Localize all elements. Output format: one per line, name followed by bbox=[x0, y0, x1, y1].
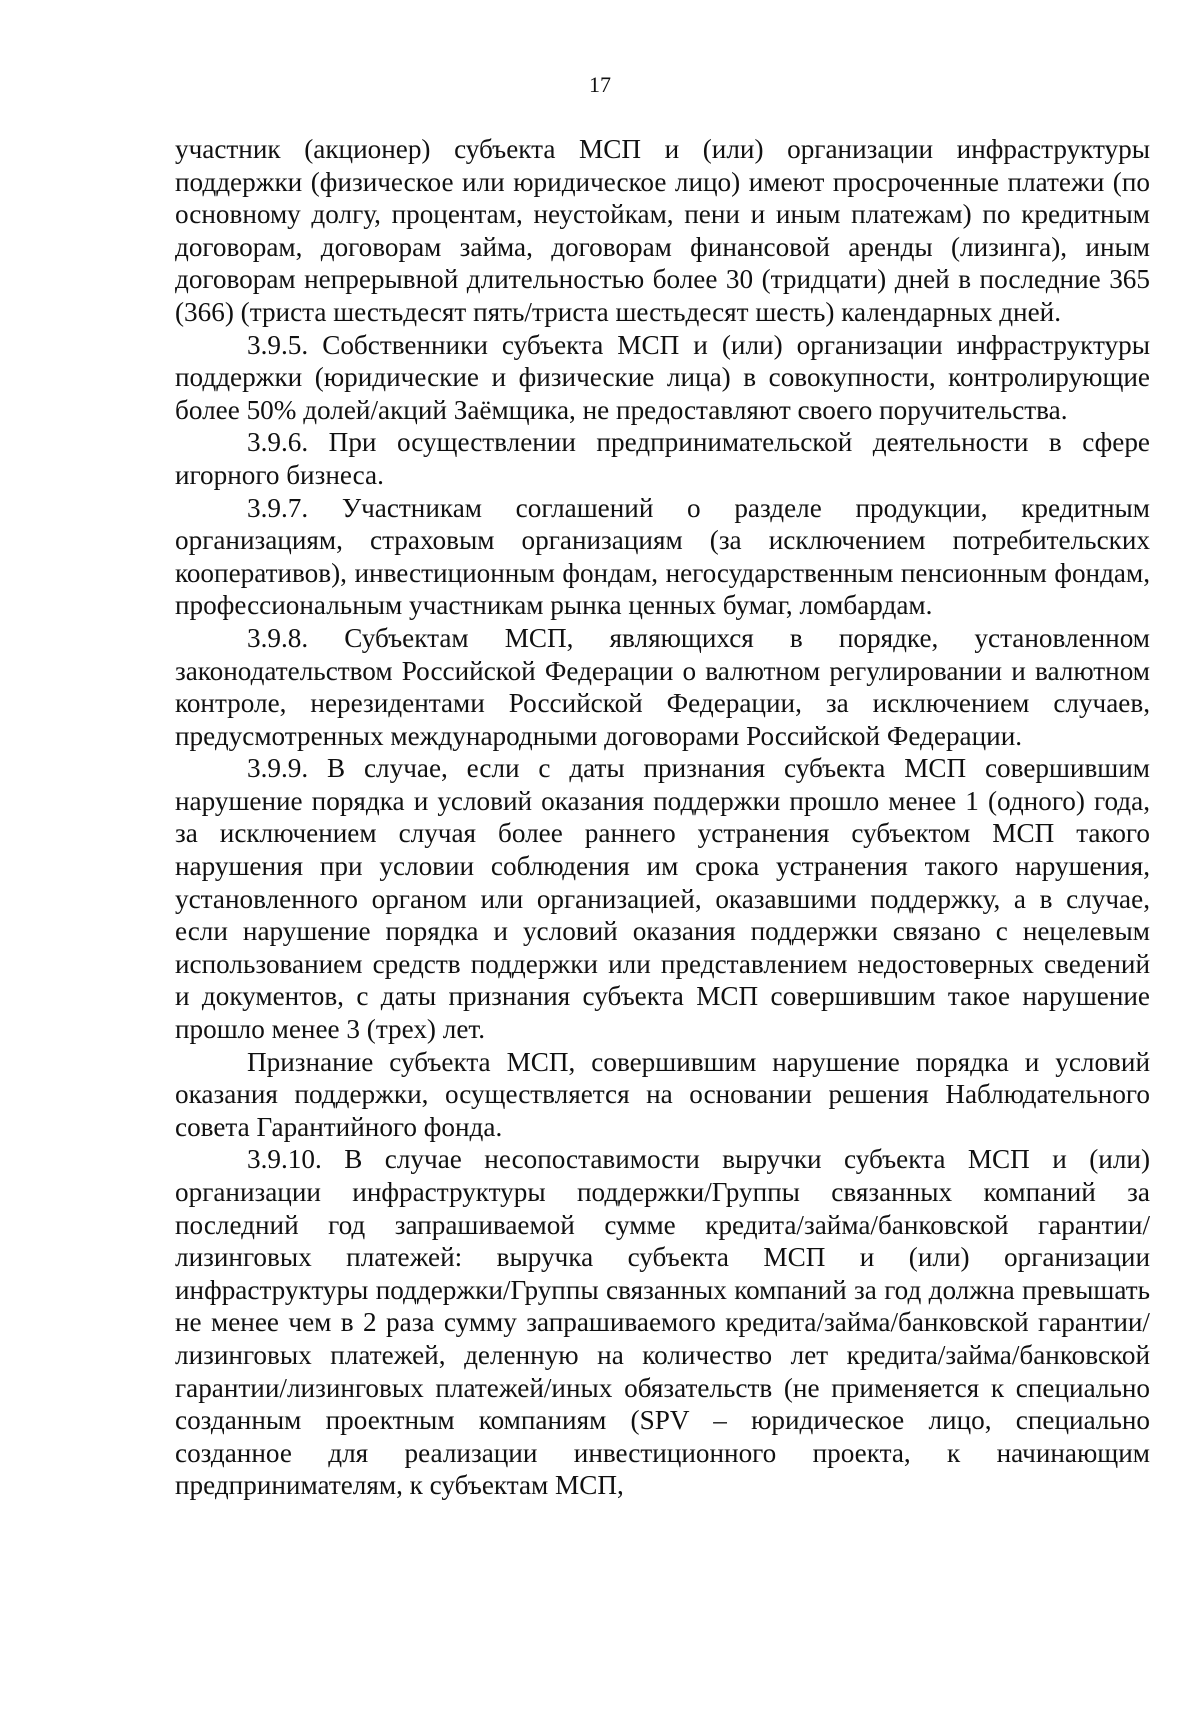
page-number: 17 bbox=[589, 72, 611, 97]
paragraph-recognition: Признание субъекта МСП, совершившим нарушение порядка и условий оказания поддержки, осуществляется на основании решения Наблюдательного совета Гарантийного фонда. bbox=[175, 1046, 1150, 1142]
paragraph-3-9-7: 3.9.7. Участникам соглашений о разделе продукции, кредитным организациям, страховым организациям (за исключением потребительских кооперативов), инвестиционным фондам, негосударственным пенсионным фондам, профессиональным участникам рынка ценных бумаг, ломбардам. bbox=[175, 492, 1150, 621]
paragraph-3-9-8: 3.9.8. Субъектам МСП, являющихся в порядке, установленном законодательством Российской Федерации о валютном регулировании и валютном контроле, нерезидентами Российской Федерации, за исключением случаев, предусмотренных международными договорами Российской Федерации. bbox=[175, 622, 1150, 751]
paragraph-3-9-10: 3.9.10. В случае несопоставимости выручки субъекта МСП и (или) организации инфраструктуры поддержки/Группы связанных компаний за последний год запрашиваемой сумме кредита/займа/банковской гарантии/лизинговых платежей: выручка субъекта МСП и (или) организации инфраструктуры поддержки/Группы связанных компаний за год должна превышать не менее чем в 2 раза сумму запрашиваемого кредита/займа/банковской гарантии/лизинговых платежей, деленную на количество лет кредита/займа/банковской гарантии/лизинговых платежей/иных обязательств (не применяется к специально созданным проектным компаниям (SPV – юридическое лицо, специально созданное для реализации инвестиционного проекта, к начинающим предпринимателям, к субъектам МСП, bbox=[175, 1144, 1150, 1501]
paragraph-3-9-9: 3.9.9. В случае, если с даты признания субъекта МСП совершившим нарушение порядка и условий оказания поддержки прошло менее 1 (одного) года, за исключением случая более раннего устранения субъектом МСП такого нарушения при условии соблюдения им срока устранения такого нарушения, установленного органом или организацией, оказавшими поддержку, а в случае, если нарушение порядка и условий оказания поддержки связано с нецелевым использованием средств поддержки или представлением недостоверных сведений и документов, с даты признания субъекта МСП совершившим такое нарушение прошло менее 3 (трех) лет. bbox=[175, 753, 1150, 1045]
paragraph-3-9-5: 3.9.5. Собственники субъекта МСП и (или) организации инфраструктуры поддержки (юридические и физические лица) в совокупности, контролирующие более 50% долей/акций Заёмщика, не предоставляют своего поручительства. bbox=[175, 329, 1150, 425]
document-body bbox=[175, 133, 1150, 1502]
paragraph-continuation: участник (акционер) субъекта МСП и (или) организации инфраструктуры поддержки (физическое или юридическое лицо) имеют просроченные платежи (по основному долгу, процентам, неустойкам, пени и иным платежам) по кредитным договорам, договорам займа, договорам финансовой аренды (лизинга), иным договорам непрерывной длительностью более 30 (тридцати) дней в последние 365 (366) (триста шестьдесят пять/триста шестьдесят шесть) календарных дней. bbox=[175, 134, 1150, 327]
paragraph-3-9-6: 3.9.6. При осуществлении предпринимательской деятельности в сфере игорного бизнеса. bbox=[175, 427, 1150, 490]
